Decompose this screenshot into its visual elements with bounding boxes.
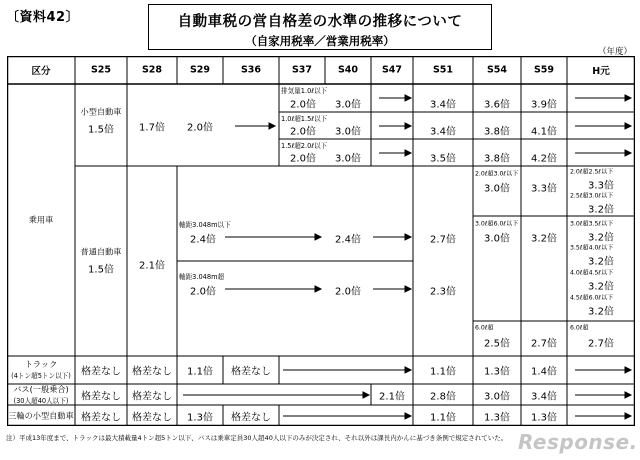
small-row1-s59: 3.9倍: [531, 99, 557, 111]
small-row1-s37: 2.0倍: [290, 99, 316, 111]
small-row2-note: 1.0ℓ超1.5ℓ以下: [281, 115, 328, 123]
footnote: 注）平成13年度まで、トラックは最大積載量4トン超5トン以下、バスは乗車定員30人超40人以下のみが決定され、それ以外は課長内かんに基づき条例で規定されていた。: [6, 434, 508, 442]
three-wheel-s36: 格差なし: [231, 412, 271, 424]
normal-h1-row2-note: 2.5ℓ超3.0ℓ以下: [570, 192, 614, 200]
wheelbase-long-s29: 2.0倍: [190, 286, 216, 298]
normal-h1-row5-value: 3.2倍: [588, 281, 614, 293]
normal-s59-row2-value: 3.2倍: [531, 233, 557, 245]
normal-s54-row1-note: 2.0ℓ超3.0ℓ以下: [475, 170, 519, 178]
small-row3-s51: 3.5倍: [430, 153, 456, 165]
truck-s36: 格差なし: [231, 366, 271, 378]
small-row1-s40: 3.0倍: [335, 99, 361, 111]
page-subtitle: （自家用税率／営業用税率）: [245, 34, 395, 48]
small-row1-s54: 3.6倍: [484, 99, 510, 111]
normal-s59-row3-value: 2.7倍: [531, 338, 557, 350]
header-s54: S54: [486, 64, 508, 76]
small-car-label: 小型自動車: [80, 106, 122, 117]
truck-s25: 格差なし: [81, 366, 121, 378]
normal-h1-row4-value: 3.2倍: [588, 256, 614, 268]
normal-h1-row3-note: 3.0ℓ超3.5ℓ以下: [570, 220, 614, 228]
header-s47: S47: [381, 64, 403, 76]
header-s28: S28: [141, 64, 163, 76]
three-wheel-s59: 1.3倍: [531, 412, 557, 424]
bus-s51: 2.8倍: [430, 391, 456, 403]
three-wheel-s28: 格差なし: [132, 412, 172, 424]
watermark-logo: Response.: [518, 430, 638, 454]
title-box: [148, 4, 492, 50]
bus-label: [13, 384, 69, 406]
bus-label-main: バス(一般乗合): [13, 383, 69, 394]
small-row3-s59: 4.2倍: [531, 153, 557, 165]
bus-label-sub: (30人超40人以下): [13, 397, 69, 405]
truck-s28: 格差なし: [132, 366, 172, 378]
bus-s47: 2.1倍: [379, 391, 405, 403]
small-row2-s54: 3.8倍: [484, 126, 510, 138]
normal-s54-row3-value: 2.5倍: [484, 338, 510, 350]
normal-h1-row5-note: 4.0ℓ超4.5ℓ以下: [570, 269, 614, 277]
wheelbase-short-s29: 2.4倍: [190, 234, 216, 246]
header-s37: S37: [291, 64, 313, 76]
small-row3-s40: 3.0倍: [335, 153, 361, 165]
header-s59: S59: [533, 64, 555, 76]
small-row3-s54: 3.8倍: [484, 153, 510, 165]
normal-h1-row1-note: 2.0ℓ超2.5ℓ以下: [570, 168, 614, 176]
normal-h1-row3-value: 3.2倍: [588, 232, 614, 244]
header-h1: H元: [592, 66, 610, 77]
tax-table: [7, 56, 635, 426]
wheelbase-long-s40: 2.0倍: [335, 286, 361, 298]
normal-s54-row2-value: 3.0倍: [484, 233, 510, 245]
bus-s54: 3.0倍: [484, 391, 510, 403]
header-s29: S29: [189, 64, 211, 76]
truck-s54: 1.3倍: [484, 366, 510, 378]
three-wheel-s29: 1.3倍: [187, 412, 213, 424]
small-row1-note: 排気量1.0ℓ以下: [281, 87, 328, 95]
normal-h1-row1-value: 3.3倍: [588, 180, 614, 192]
bus-s59: 3.4倍: [531, 391, 557, 403]
normal-s54-row3-note: 6.0ℓ超: [475, 324, 494, 332]
small-row2-s40: 3.0倍: [335, 126, 361, 138]
header-s40: S40: [337, 64, 359, 76]
truck-label-sub: (4トン超5トン以下): [11, 372, 71, 380]
small-car-s25: 1.5倍: [88, 124, 114, 136]
passenger-car-label: 乗用車: [28, 214, 54, 225]
small-row2-s51: 3.4倍: [430, 126, 456, 138]
truck-s59: 1.4倍: [531, 366, 557, 378]
three-wheel-s25: 格差なし: [81, 412, 121, 424]
normal-car-s28: 2.1倍: [139, 260, 165, 272]
truck-label-main: トラック: [24, 358, 58, 369]
normal-s54-row1-value: 3.0倍: [484, 183, 510, 195]
wheelbase-short-s51: 2.7倍: [430, 234, 456, 246]
normal-h1-row7-note: 6.0ℓ超: [570, 324, 589, 332]
normal-s54-row2-note: 3.0ℓ超6.0ℓ以下: [475, 220, 519, 228]
small-row1-s51: 3.4倍: [430, 99, 456, 111]
normal-h1-row6-value: 3.2倍: [588, 306, 614, 318]
normal-car-s25: 1.5倍: [88, 264, 114, 276]
header-s36: S36: [240, 64, 262, 76]
small-car-s28: 1.7倍: [139, 122, 165, 134]
document-label: 〔資料42〕: [6, 10, 80, 25]
normal-h1-row2-value: 3.2倍: [588, 204, 614, 216]
small-row3-note: 1.5ℓ超2.0ℓ以下: [281, 142, 328, 150]
truck-label: [11, 359, 71, 381]
small-row3-s37: 2.0倍: [290, 153, 316, 165]
normal-h1-row6-note: 4.5ℓ超6.0ℓ以下: [570, 294, 614, 302]
three-wheel-s51: 1.1倍: [430, 412, 456, 424]
normal-h1-row7-value: 2.7倍: [588, 338, 614, 350]
normal-car-label: 普通自動車: [80, 246, 122, 257]
normal-s59-row1-value: 3.3倍: [531, 183, 557, 195]
page-title: 自動車税の営自格差の水準の推移について: [177, 14, 463, 30]
truck-s51: 1.1倍: [430, 366, 456, 378]
small-car-s29: 2.0倍: [187, 122, 213, 134]
three-wheel-label: 三輪の小型自動車: [8, 410, 74, 421]
header-s25: S25: [90, 64, 112, 76]
truck-s29: 1.1倍: [187, 366, 213, 378]
wheelbase-long-s51: 2.3倍: [430, 286, 456, 298]
bus-s28: 格差なし: [132, 391, 172, 403]
header-category: 区分: [31, 66, 51, 77]
wheelbase-short-note: 軸距3.048m以下: [179, 221, 231, 229]
bus-s25: 格差なし: [81, 391, 121, 403]
normal-h1-row4-note: 3.5ℓ超4.0ℓ以下: [570, 244, 614, 252]
wheelbase-long-note: 軸距3.048m超: [179, 273, 225, 281]
header-s51: S51: [432, 64, 454, 76]
wheelbase-short-s40: 2.4倍: [335, 234, 361, 246]
three-wheel-s54: 1.3倍: [484, 412, 510, 424]
year-unit-label: （年度）: [597, 47, 632, 57]
small-row2-s59: 4.1倍: [531, 126, 557, 138]
small-row2-s37: 2.0倍: [290, 126, 316, 138]
